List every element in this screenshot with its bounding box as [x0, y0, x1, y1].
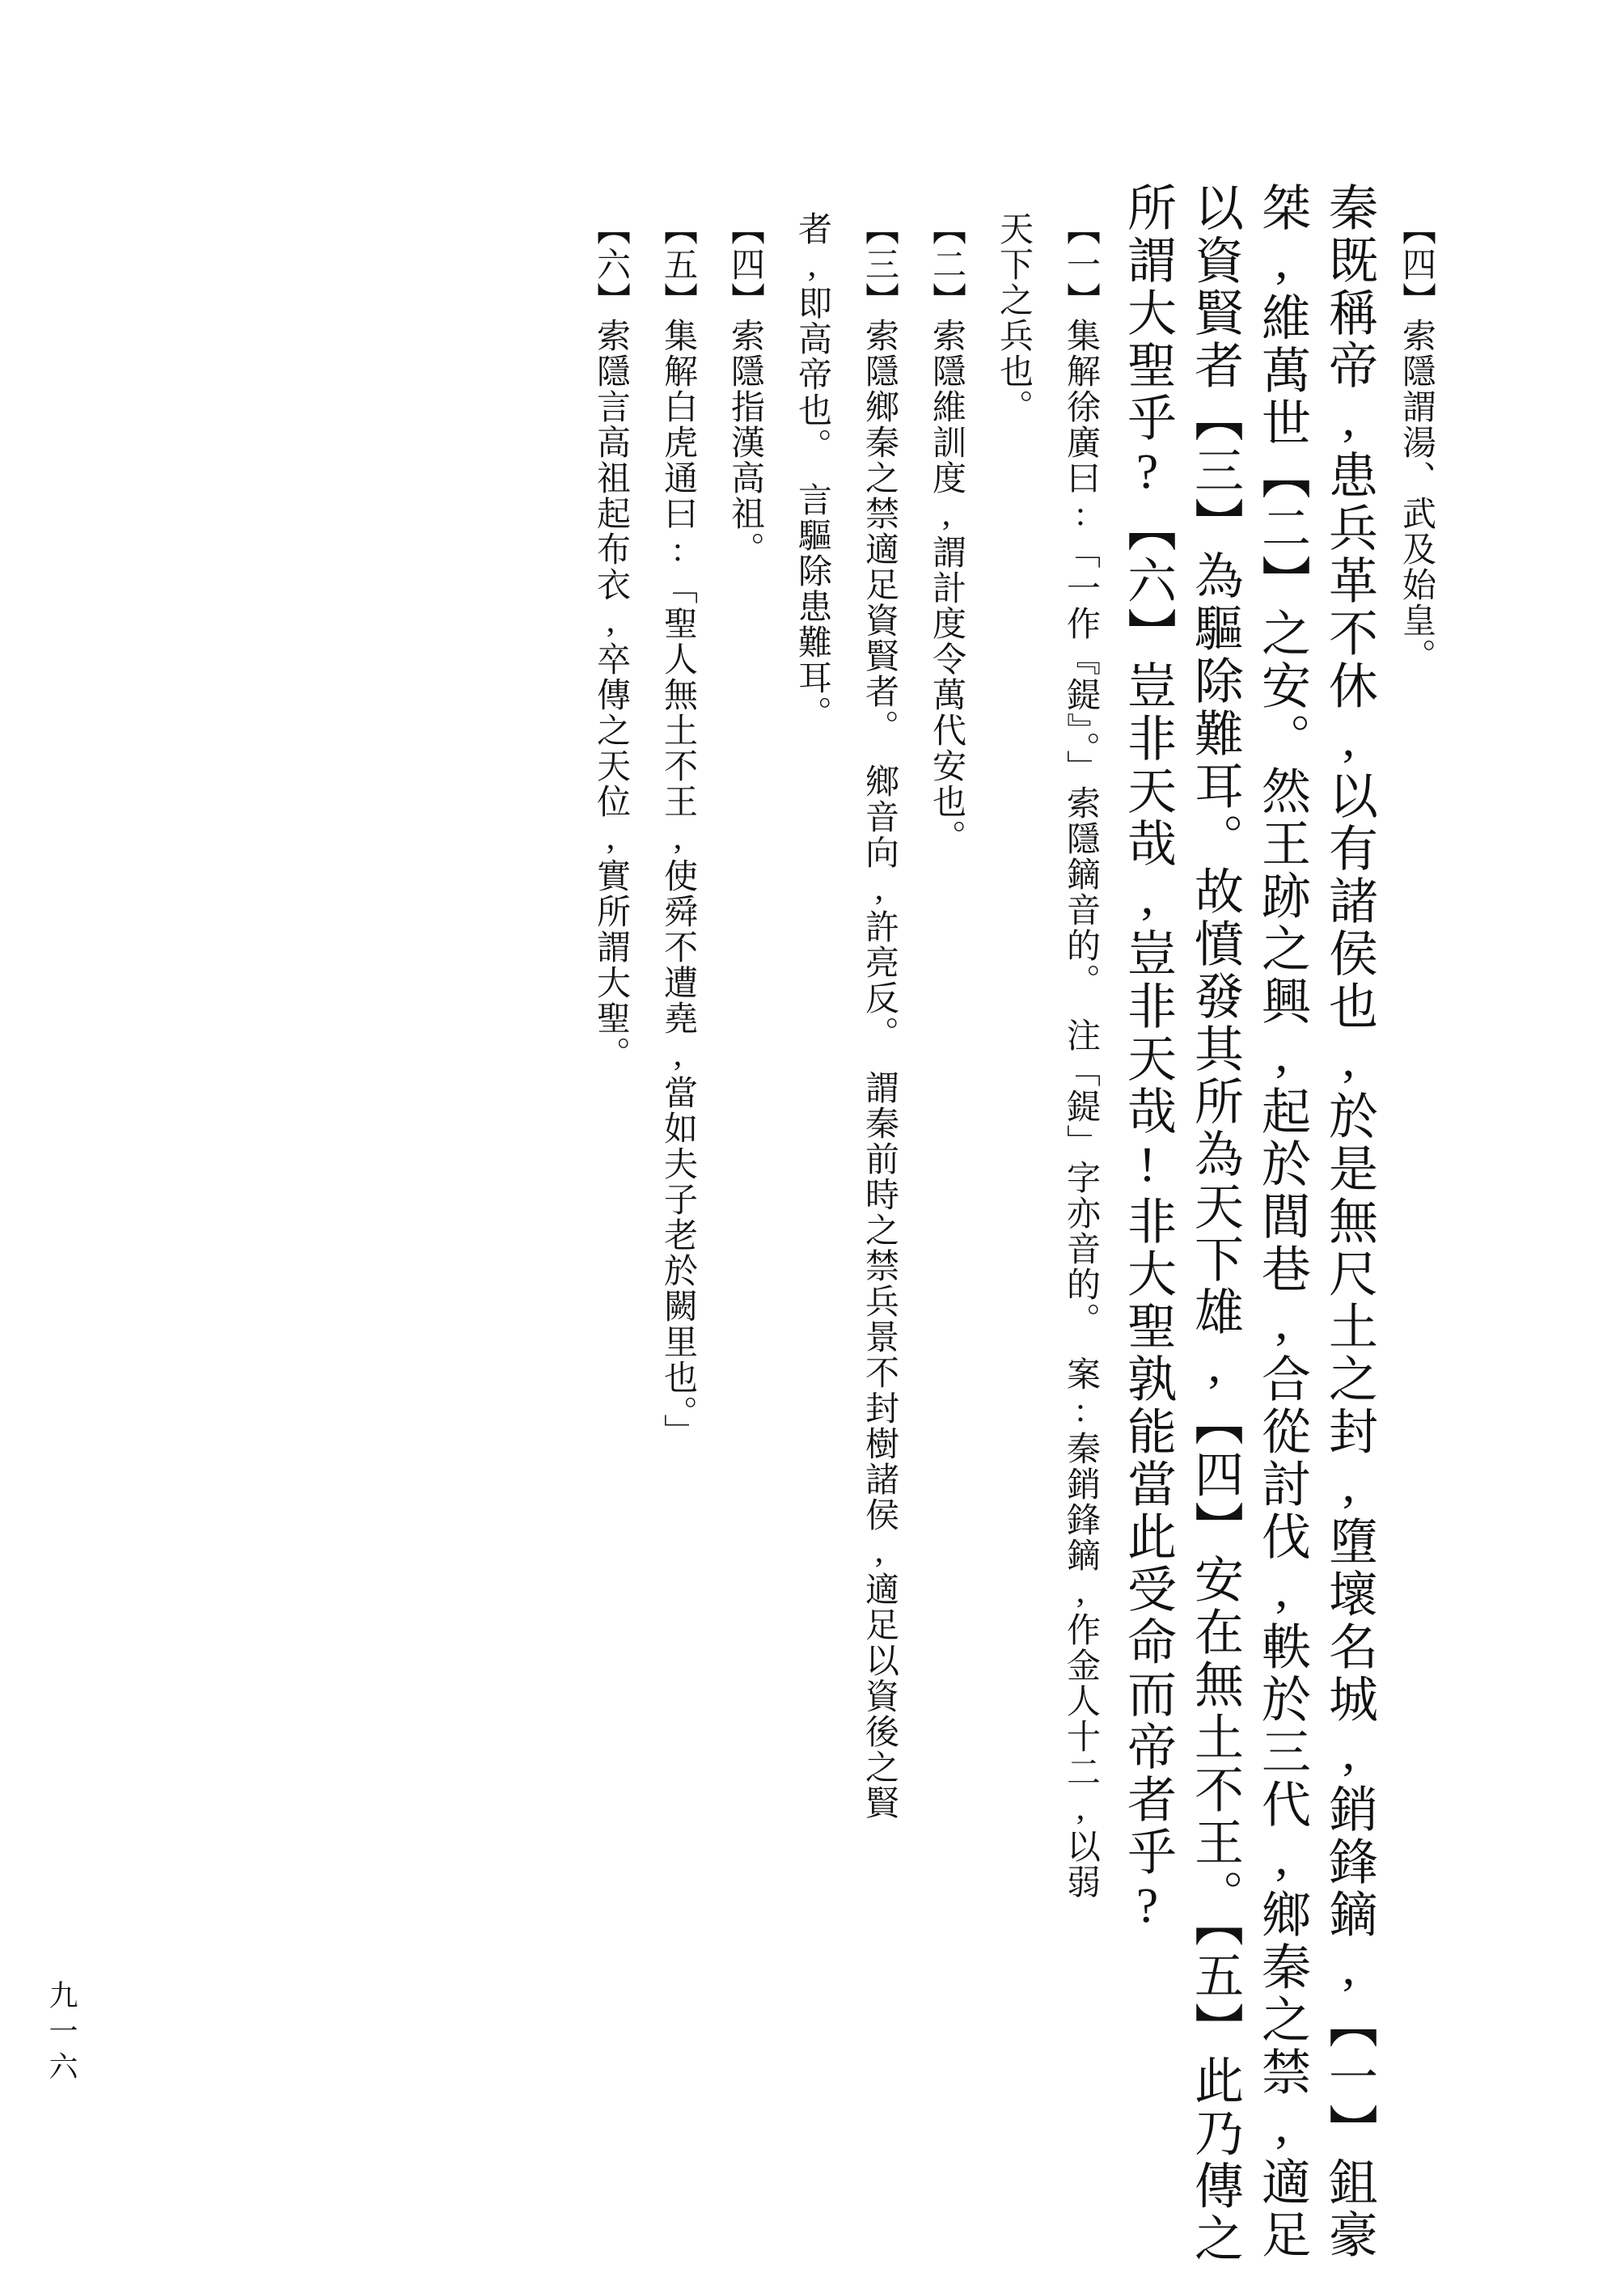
- text-column-note-4: 【四】索隱指漢高祖。: [726, 211, 763, 567]
- text-column-note-1: 【一】集解徐廣曰:「一作『鍉』。」索隱鏑音的。 注「鍉」字亦音的。 案:秦銷鋒鏑,作金人十二,以弱: [1062, 211, 1099, 1900]
- text-column-main-3: 以資賢者【三】為驅除難耳。故憤發其所為天下雄,【四】安在無土不王。【五】此乃傳之: [1187, 182, 1241, 2266]
- text-column-main-4: 所謂大聖乎?【六】豈非天哉,豈非天哉!非大聖孰能當此受命而帝者乎?: [1120, 182, 1174, 1936]
- text-column-note-1-cont: 天下之兵也。: [995, 211, 1032, 425]
- text-column-note-3: 【三】索隱鄉秦之禁適足資賢者。 鄉音向,許亮反。 謂秦前時之禁兵景不封樹諸侯,適足以資後之賢: [861, 211, 898, 1821]
- text-column-note-3-cont: 者,即高帝也。 言驅除患難耳。: [793, 211, 831, 731]
- text-column-note-4-prev: 【四】索隱謂湯、武及始皇。: [1398, 211, 1435, 674]
- text-column-note-2: 【二】索隱維訓度,謂計度令萬代安也。: [928, 211, 965, 855]
- text-column-main-2: 桀,維萬世【二】之安。然王跡之興,起於閭巷,合從討伐,軼於三代,鄉秦之禁,適足: [1254, 182, 1309, 2261]
- text-column-note-5: 【五】集解白虎通曰:「聖人無土不王,使舜不遭堯,當如夫子老於闕里也。」: [659, 211, 696, 1449]
- text-column-note-6: 【六】索隱言高祖起布衣,卒傳之天位,實所謂大聖。: [592, 211, 629, 1072]
- text-block: [577, 182, 1449, 2290]
- text-column-main-1: 秦既稱帝,患兵革不休,以有諸侯也,於是無尺土之封,墮壞名城,銷鋒鏑,【一】鉏豪: [1322, 182, 1376, 2261]
- page-number: 九一六: [45, 1980, 78, 2087]
